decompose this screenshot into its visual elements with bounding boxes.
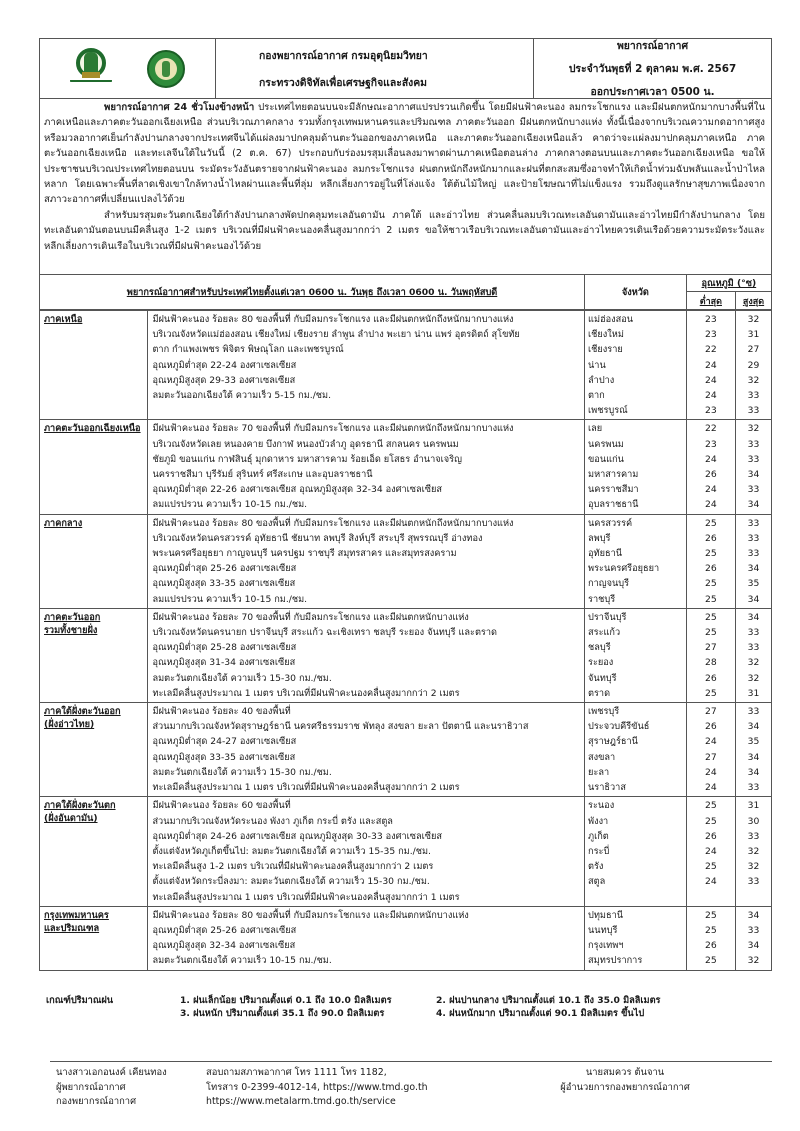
region-row [40,797,772,906]
province-name: ตรัง [588,861,604,873]
region-forecast-cell [148,420,585,514]
max-temp: 32 [747,314,760,325]
max-temp: 33 [747,517,760,529]
min-temp: 24 [705,766,717,778]
province-name: น่าน [588,359,606,371]
region-row [40,420,772,514]
forecast-line: บริเวณจังหวัดแม่ฮ่องสอน เชียงใหม่ เชียงราย ลำพูน ลำปาง พะเยา น่าน แพร่ อุตรดิตถ์ สุโขทัย [152,329,520,341]
max-temp-cell [736,514,772,608]
forecast-line: ทะเลมีคลื่นสูงประมาณ 1 เมตร บริเวณที่มีฝนฟ้าคะนองคลื่นสูงมากกว่า 2 เมตร [152,782,460,794]
province-name: ตาก [588,390,605,402]
min-temp: 25 [705,861,717,873]
max-temp: 32 [747,672,760,684]
min-temp: 23 [705,329,717,341]
province-name: สมุทรปราการ [588,955,643,967]
province-name: ลำปาง [588,374,615,386]
max-temp-cell [736,797,772,906]
region-forecast-cell [148,797,585,906]
forecast-line: อุณหภูมิต่ำสุด 24-26 องศาเซลเซียส อุณหภูมิสูงสุด 30-33 องศาเซลเซียส [152,830,442,842]
province-name: จันทบุรี [588,672,617,684]
logo-area [40,39,216,98]
max-temp: 31 [747,800,760,812]
min-temp: 24 [705,484,717,496]
min-temp-cell [686,420,735,514]
forecast-line: นครราชสีมา บุรีรัมย์ สุรินทร์ ศรีสะเกษ และอุบลราชธานี [152,469,373,481]
region-subname: (ฝั่งอันดามัน) [44,813,98,825]
summary-paragraph-1 [44,100,765,208]
max-temp: 32 [747,374,760,386]
forecaster-name: นางสาวเอกอนงค์ เคียนทอง [56,1067,167,1078]
max-temp: 31 [747,687,760,699]
province-name: นนทบุรี [588,924,618,936]
min-temp: 24 [705,845,717,857]
forecast-line: อุณหภูมิสูงสุด 33-35 องศาเซลเซียส [152,578,296,590]
min-temp: 24 [705,453,717,465]
province-name: ภูเก็ต [588,830,609,842]
forecast-table [39,274,772,971]
min-temp: 23 [705,438,717,450]
forecaster-unit: กองพยากรณ์อากาศ [56,1096,137,1108]
region-row [40,906,772,970]
province-name: สุราษฎร์ธานี [588,736,638,748]
max-temp: 33 [747,627,760,639]
min-temp: 24 [705,736,717,748]
province-name: เชียงใหม่ [588,329,624,341]
province-name-cell [585,311,687,420]
forecast-line: ส่วนมากบริเวณจังหวัดระนอง พังงา ภูเก็ต กระบี่ ตรัง และสตูล [152,815,393,827]
min-temp-cell [686,311,735,420]
temperature-header: อุณหภูมิ (°ซ) [686,275,771,292]
max-temp: 32 [747,861,760,873]
province-name: เลย [588,423,603,435]
region-subname: (ฝั่งอ่าวไทย) [44,719,95,731]
min-temp: 24 [705,876,717,888]
max-temp: 27 [747,344,760,356]
summary-lead: พยากรณ์อากาศ 24 ชั่วโมงข้างหน้า [104,102,255,113]
province-name: ปทุมธานี [588,909,624,921]
footer-divider [50,1061,772,1062]
forecast-line: ลมตะวันตกเฉียงใต้ ความเร็ว 10-15 กม./ชม. [152,955,332,967]
min-temp: 24 [705,374,717,386]
province-name-cell [585,906,687,970]
forecast-line: อุณหภูมิสูงสุด 29-33 องศาเซลเซียส [152,374,296,386]
max-temp-cell [736,608,772,702]
max-temp: 33 [747,876,760,888]
province-name: ระนอง [588,800,615,812]
max-temp: 34 [747,611,760,623]
region-name-cell [40,906,148,970]
min-temp: 26 [705,672,717,684]
province-name: อุบลราชธานี [588,499,639,511]
agency-block [216,39,534,98]
max-temp: 34 [747,563,760,575]
rain-criteria-item: 2. ฝนปานกลาง ปริมาณตั้งแต่ 10.1 ถึง 35.0 มิลลิเมตร [436,995,661,1006]
province-name: นครราชสีมา [588,484,639,496]
region-name: ภาคเหนือ [44,314,83,325]
max-temp: 34 [747,721,760,733]
forecast-line: ลมตะวันออกเฉียงใต้ ความเร็ว 5-15 กม./ชม. [152,390,332,402]
province-name-cell [585,797,687,906]
forecast-line: ตาก กำแพงเพชร พิจิตร พิษณุโลก และเพชรบูรณ์ [152,344,344,356]
min-temp: 24 [705,390,717,402]
rain-criteria-item: 1. ฝนเล็กน้อย ปริมาณตั้งแต่ 0.1 ถึง 10.0 มิลลิเมตร [180,995,392,1006]
max-temp: 35 [747,736,760,748]
region-name: กรุงเทพมหานคร [44,909,109,921]
forecaster-signature [56,1066,167,1110]
max-temp-cell [736,906,772,970]
forecast-line: มีฝนฟ้าคะนอง ร้อยละ 70 ของพื้นที่ กับมีลมกระโชกแรง และมีฝนตกหนักถึงหนักมากบางแห่ง [152,423,514,435]
region-forecast-cell [148,311,585,420]
province-name: อุทัยธานี [588,548,623,560]
forecast-line: ตั้งแต่จังหวัดกระบี่ลงมา: ลมตะวันตกเฉียงใต้ ความเร็ว 15-30 กม./ชม. [152,876,430,888]
province-name: นราธิวาส [588,782,626,794]
max-temp: 33 [747,390,760,402]
forecast-line: อุณหภูมิสูงสุด 33-35 องศาเซลเซียส [152,751,296,763]
director-role: ผู้อำนวยการกองพยากรณ์อากาศ [560,1081,690,1093]
max-temp: 31 [747,329,760,341]
forecast-line: อุณหภูมิต่ำสุด 25-26 องศาเซลเซียส [152,563,297,575]
forecast-line: ตั้งแต่จังหวัดภูเก็ตขึ้นไป: ลมตะวันตกเฉียงใต้ ความเร็ว 15-35 กม./ชม. [152,845,431,857]
province-name: นครสวรรค์ [588,517,633,529]
max-temp: 32 [747,657,760,669]
province-name: กรุงเทพฯ [588,940,624,952]
province-name: เพชรบูรณ์ [588,405,628,417]
region-name-cell [40,608,148,702]
max-temp: 34 [747,766,760,778]
min-temp: 27 [705,706,717,718]
min-temp: 24 [705,499,717,511]
min-temp: 25 [705,800,717,812]
summary-text-1: ประเทศไทยตอนบนจะมีลักษณะอากาศแปรปรวนเกิดขึ้น โดยมีฝนฟ้าคะนอง ลมกระโชกแรง และมีฝนตกหนักมากบางพื้นที่ในภาคเหนือและภาคตะวันออกเฉียงเหนือ ส่วนบริเวณภาคกลาง รวมทั้งกรุงเทพมหานครและปริมณฑล ภาคตะวันออก มีฝนตกหนักบางแห่ง ทั้งนี้เนื่องจากบริเวณความกดอากาศสูงหรือมวลอากาศเย็นกำลังปานกลางจากประเทศจีนได้แผ่ลงมาปกคลุมด้านตะวันออกของภาคเหนือ และภาคตะวันออกเฉียงเหนือแล้ว คาดว่าจะแผ่ลงมาปกคลุมภาคเหนือ ภาคตะวันออกเฉียงเหนือ และทะเลจีนใต้ในวันนี้ (2 ต.ค. 67) ประกอบกับร่องมรสุมเลื่อนลงมาพาดผ่านภาคเหนือตอนล่าง ภาคกลางตอนบนและภาคตะวันออกเฉียงเหนือ ขอให้ประชาชนบริเวณประเทศไทยตอนบน ระมัดระวังอันตรายจากฝนฟ้าคะนอง ลมกระโชกแรง ฝนตกหนักถึงหนักมากและฝนที่ตกสะสมซึ่งอาจทำให้เกิดน้ำท่วมฉับพลันและน้ำป่าไหลหลาก โดยเฉพาะพื้นที่ลาดเชิงเขาใกล้ทางน้ำไหลผ่านและพื้นที่ลุ่ม หลีกเลี่ยงการอยู่ในที่โล่งแจ้ง ใต้ต้นไม้ใหญ่ และป้ายโฆษณาที่ไม่แข็งแรง รวมถึงดูแลรักษาสุขภาพเนื่องจากสภาวะอากาศที่เปลี่ยนแปลงไว้ด้วย [44,102,765,206]
forecast-date: ประจำวันพุธที่ 2 ตุลาคม พ.ศ. 2567 [568,63,737,75]
min-temp: 26 [705,532,717,544]
max-temp: 34 [747,593,760,605]
min-temp: 24 [705,359,717,371]
region-name-cell [40,703,148,797]
min-temp: 25 [705,517,717,529]
forecast-line: มีฝนฟ้าคะนอง ร้อยละ 80 ของพื้นที่ กับมีลมกระโชกแรง และมีฝนตกหนักบางแห่ง [152,909,469,921]
min-temp: 26 [705,563,717,575]
max-temp: 35 [747,578,760,590]
region-name-cell [40,514,148,608]
contact-service-link[interactable]: https://www.metalarm.tmd.go.th/service [206,1096,396,1108]
min-temp: 28 [705,657,717,669]
province-name: ราชบุรี [588,593,616,605]
contact-info [206,1066,428,1110]
forecast-line: ลมตะวันตกเฉียงใต้ ความเร็ว 15-30 กม./ชม. [152,766,332,778]
min-temp: 25 [705,611,717,623]
max-temp-cell [736,420,772,514]
region-name: ภาคตะวันออกเฉียงเหนือ [44,423,141,435]
max-temp: 32 [747,955,760,967]
max-temp: 34 [747,751,760,763]
forecaster-role: ผู้พยากรณ์อากาศ [56,1081,126,1093]
max-temp: 34 [747,909,760,921]
max-temp: 32 [747,423,760,435]
min-temp-cell [686,608,735,702]
min-temp: 25 [705,955,717,967]
document-header [39,38,772,99]
summary-paragraph-2: สำหรับมรสุมตะวันตกเฉียงใต้กำลังปานกลางพัดปกคลุมทะเลอันดามัน ภาคใต้ และอ่าวไทย ส่วนคลื่นลมบริเวณทะเลอันดามันและอ่าวไทยมีกำลังปานกลาง โดยทะเลอันดามันตอนบนมีคลื่นสูง 1-2 เมตร บริเวณที่มีฝนฟ้าคะนองคลื่นสูงมากกว่า 2 เมตร ขอให้ชาวเรือบริเวณทะเลอันดามันและอ่าวไทยควรเดินเรือด้วยความระมัดระวังและหลีกเลี่ยงการเดินเรือในบริเวณที่มีฝนฟ้าคะนองไว้ด้วย [44,209,765,252]
forecast-line: ลมแปรปรวน ความเร็ว 10-15 กม./ชม. [152,499,308,511]
province-name: สตูล [588,876,606,888]
region-subname: รวมทั้งชายฝั่ง [44,624,98,636]
province-name: มหาสารคาม [588,469,639,481]
region-subname: และปริมณฑล [44,922,100,934]
agency-line-1: กองพยากรณ์อากาศ กรมอุตุนิยมวิทยา [259,49,428,62]
max-temp: 33 [747,405,760,417]
max-temp-header: สูงสุด [736,292,772,311]
max-temp: 32 [747,845,760,857]
min-temp: 25 [705,627,717,639]
max-temp: 33 [747,642,760,654]
forecast-line: ลมตะวันตกเฉียงใต้ ความเร็ว 15-30 กม./ชม. [152,672,332,684]
contact-fax-website[interactable]: โทรสาร 0-2399-4012-14, https://www.tmd.go.th [206,1081,428,1093]
min-temp: 25 [705,578,717,590]
max-temp: 34 [747,469,760,481]
province-name: เชียงราย [588,344,623,356]
province-name-cell [585,420,687,514]
region-name-cell [40,311,148,420]
max-temp: 33 [747,453,760,465]
issued-time: ออกประกาศเวลา 0500 น. [590,86,715,98]
forecast-line: ทะเลมีคลื่นสูงประมาณ 1 เมตร บริเวณที่มีฝนฟ้าคะนองคลื่นสูงมากกว่า 2 เมตร [152,687,460,699]
min-temp: 26 [705,940,717,952]
region-row [40,311,772,420]
forecast-line: มีฝนฟ้าคะนอง ร้อยละ 80 ของพื้นที่ กับมีลมกระโชกแรง และมีฝนตกหนักถึงหนักมากบางแห่ง [152,314,514,325]
province-name: ตราด [588,687,611,699]
forecast-line: อุณหภูมิต่ำสุด 22-26 องศาเซลเซียส อุณหภูมิสูงสุด 32-34 องศาเซลเซียส [152,484,442,496]
forecast-line: ทะเลมีคลื่นสูง 1-2 เมตร บริเวณที่มีฝนฟ้าคะนองคลื่นสูงมากกว่า 2 เมตร [152,861,434,873]
director-signature [535,1066,715,1095]
province-name: เพชรบุรี [588,706,620,718]
min-temp: 25 [705,687,717,699]
region-forecast-cell [148,906,585,970]
max-temp: 34 [747,499,760,511]
min-temp: 23 [705,314,717,325]
forecast-line: ส่วนมากบริเวณจังหวัดสุราษฎร์ธานี นครศรีธรรมราช พัทลุง สงขลา ยะลา ปัตตานี และนราธิวาส [152,721,529,733]
region-name-cell [40,420,148,514]
forecast-line: ชัยภูมิ ขอนแก่น กาฬสินธุ์ มุกดาหาร มหาสารคาม ร้อยเอ็ด ยโสธร อำนาจเจริญ [152,453,462,465]
province-name: ประจวบคีรีขันธ์ [588,721,650,733]
province-name: กระบี่ [588,845,610,857]
region-forecast-cell [148,608,585,702]
province-name: กาญจนบุรี [588,578,630,590]
province-name: แม่ฮ่องสอน [588,314,634,325]
forecast-line: บริเวณจังหวัดนครสวรรค์ อุทัยธานี ชัยนาท ลพบุรี สิงห์บุรี สระบุรี สุพรรณบุรี อ่างทอง [152,532,483,544]
region-forecast-cell [148,514,585,608]
region-row [40,514,772,608]
province-name-cell [585,703,687,797]
region-name: ภาคใต้ฝั่งตะวันตก [44,800,116,812]
agency-line-2: กระทรวงดิจิทัลเพื่อเศรษฐกิจและสังคม [259,76,428,89]
forecast-title: พยากรณ์อากาศ [616,40,689,52]
contact-phone: สอบถามสภาพอากาศ โทร 1111 โทร 1182, [206,1067,387,1078]
min-temp: 26 [705,830,717,842]
max-temp: 33 [747,924,760,936]
region-row [40,703,772,797]
max-temp: 29 [747,359,760,371]
min-temp-cell [686,703,735,797]
region-rows [40,311,772,971]
min-temp-cell [686,797,735,906]
forecast-line: ลมแปรปรวน ความเร็ว 10-15 กม./ชม. [152,593,308,605]
province-name: ปราจีนบุรี [588,611,627,623]
rain-criteria-item: 4. ฝนหนักมาก ปริมาณตั้งแต่ 90.1 มิลลิเมตร ขึ้นไป [436,1008,645,1019]
min-temp-header: ต่ำสุด [686,292,735,311]
province-name: นครพนม [588,438,624,450]
min-temp: 27 [705,751,717,763]
min-temp-cell [686,906,735,970]
min-temp: 24 [705,782,717,794]
forecast-line: มีฝนฟ้าคะนอง ร้อยละ 70 ของพื้นที่ กับมีลมกระโชกแรง และมีฝนตกหนักบางแห่ง [152,611,469,623]
min-temp: 25 [705,593,717,605]
region-row [40,608,772,702]
forecast-line: อุณหภูมิต่ำสุด 25-28 องศาเซลเซียส [152,642,297,654]
region-name: ภาคใต้ฝั่งตะวันออก [44,706,121,718]
province-name: ยะลา [588,766,610,778]
forecast-line: พระนครศรีอยุธยา กาญจนบุรี นครปฐม ราชบุรี สมุทรสาคร และสมุทรสงคราม [152,548,457,560]
max-temp-cell [736,703,772,797]
region-name: ภาคตะวันออก [44,611,101,623]
province-name-cell [585,608,687,702]
director-name: นายสมควร ต้นจาน [585,1067,665,1078]
rain-criteria-label: เกณฑ์ปริมาณฝน [46,995,114,1006]
max-temp: 33 [747,548,760,560]
province-name: พระนครศรีอยุธยา [588,563,660,575]
max-temp: 33 [747,706,760,718]
min-temp: 25 [705,909,717,921]
province-name: ชลบุรี [588,642,611,654]
min-temp-cell [686,514,735,608]
table-title: พยากรณ์อากาศสำหรับประเทศไทยตั้งแต่เวลา 0600 น. วันพุธ ถึงเวลา 0600 น. วันพฤหัสบดี [40,275,585,311]
province-header: จังหวัด [585,275,687,311]
forecast-title-block [534,39,771,98]
max-temp: 34 [747,940,760,952]
min-temp: 22 [705,344,717,356]
forecast-line: อุณหภูมิต่ำสุด 24-27 องศาเซลเซียส [152,736,297,748]
max-temp: 33 [747,484,760,496]
region-name-cell [40,797,148,906]
region-name: ภาคกลาง [44,517,83,529]
forecast-line: อุณหภูมิต่ำสุด 25-26 องศาเซลเซียส [152,924,297,936]
ministry-logo-icon [70,46,110,92]
min-temp: 26 [705,469,717,481]
region-forecast-cell [148,703,585,797]
max-temp: 30 [747,815,760,827]
province-name: ระยอง [588,657,614,669]
max-temp: 33 [747,532,760,544]
province-name: ลพบุรี [588,532,611,544]
forecast-line: มีฝนฟ้าคะนอง ร้อยละ 40 ของพื้นที่ [152,706,291,718]
forecast-line: มีฝนฟ้าคะนอง ร้อยละ 80 ของพื้นที่ กับมีลมกระโชกแรง และมีฝนตกหนักถึงหนักมากบางแห่ง [152,517,514,529]
province-name: สงขลา [588,751,616,763]
forecast-line: อุณหภูมิสูงสุด 31-34 องศาเซลเซียส [152,657,296,669]
max-temp: 33 [747,830,760,842]
forecast-line: มีฝนฟ้าคะนอง ร้อยละ 60 ของพื้นที่ [152,800,291,812]
forecast-line: บริเวณจังหวัดเลย หนองคาย บึงกาฬ หนองบัวลำภู อุดรธานี สกลนคร นครพนม [152,438,459,450]
min-temp: 25 [705,815,717,827]
forecast-line: อุณหภูมิต่ำสุด 22-24 องศาเซลเซียส [152,359,297,371]
max-temp: 33 [747,782,760,794]
forecast-line: บริเวณจังหวัดนครนายก ปราจีนบุรี สระแก้ว ฉะเชิงเทรา ชลบุรี ระยอง จันทบุรี และตราด [152,627,497,639]
min-temp: 27 [705,642,717,654]
min-temp: 22 [705,423,717,435]
province-name: พังงา [588,815,609,827]
min-temp: 25 [705,548,717,560]
tmd-logo-icon [147,50,185,88]
forecast-line: อุณหภูมิสูงสุด 32-34 องศาเซลเซียส [152,940,296,952]
min-temp: 26 [705,721,717,733]
min-temp: 25 [705,924,717,936]
province-name: สระแก้ว [588,627,621,639]
max-temp: 33 [747,438,760,450]
province-name-cell [585,514,687,608]
province-name: ขอนแก่น [588,453,624,465]
min-temp: 23 [705,405,717,417]
max-temp-cell [736,311,772,420]
forecast-line: ทะเลมีคลื่นสูงประมาณ 1 เมตร บริเวณที่มีฝนฟ้าคะนองคลื่นสูงมากกว่า 1 เมตร [152,891,460,903]
rain-criteria-item: 3. ฝนหนัก ปริมาณตั้งแต่ 35.1 ถึง 90.0 มิลลิเมตร [180,1008,385,1019]
